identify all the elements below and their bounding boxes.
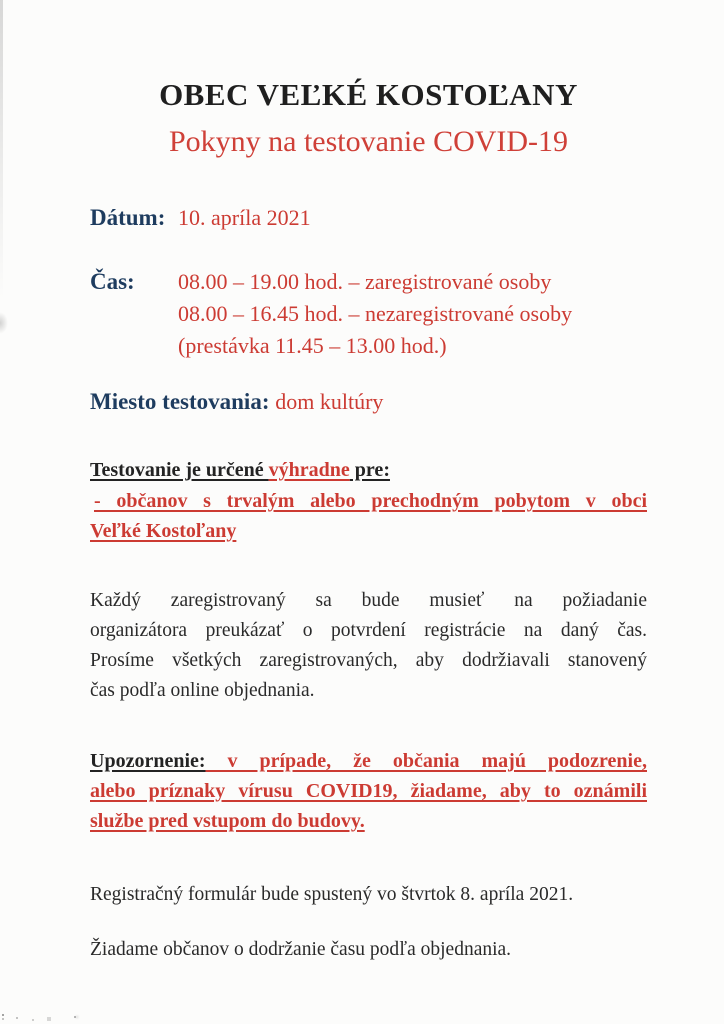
- warning-line: [90, 746, 647, 776]
- date-label: Dátum:: [90, 205, 166, 230]
- time-line-break: (prestávka 11.45 – 13.00 hod.): [178, 333, 447, 358]
- document-subtitle: Pokyny na testovanie COVID-19: [168, 125, 569, 158]
- place-label: Miesto testovania:: [90, 389, 270, 414]
- warning-label: Upozornenie:: [90, 750, 206, 772]
- eligibility-body: [90, 486, 647, 546]
- place-row: [90, 386, 647, 418]
- eligibility-heading: [90, 456, 647, 485]
- eligibility-heading-part1: Testovanie je určené: [90, 459, 269, 481]
- date-value: 10. apríla 2021: [178, 205, 311, 230]
- place-value: dom kultúry: [275, 389, 384, 414]
- eligibility-line: - občanov s trvalým alebo prechodným pobytom v obci: [94, 490, 647, 512]
- registration-form-notice: Registračný formulár bude spustený vo štvrtok 8. apríla 2021.: [90, 884, 574, 905]
- eligibility-line: Veľké Kostoľany: [90, 520, 237, 542]
- time-line-unregistered: 08.00 – 16.45 hod. – nezaregistrované osoby: [178, 301, 573, 326]
- warning-paragraph: [90, 746, 647, 836]
- eligibility-heading-part2: pre:: [349, 459, 390, 481]
- schedule-request-notice: Žiadame občanov o dodržanie času podľa objednania.: [90, 939, 512, 960]
- time-values: [178, 266, 572, 362]
- warning-line: službe pred vstupom do budovy.: [90, 810, 365, 832]
- warning-text-start: v prípade, že občania majú podozrenie,: [205, 750, 647, 772]
- registration-line: organizátora preukázať o potvrdení registrácie na daný čas.: [90, 620, 647, 641]
- registration-paragraph: [90, 586, 647, 706]
- municipality-title: OBEC VEĽKÉ KOSTOĽANY: [159, 77, 578, 112]
- registration-line: Každý zaregistrovaný sa bude musieť na požiadanie: [90, 590, 647, 611]
- time-row: [90, 266, 647, 362]
- registration-line: čas podľa online objednania.: [90, 680, 315, 701]
- registration-line: Prosíme všetkých zaregistrovaných, aby dodržiavali stanovený: [90, 650, 647, 671]
- time-label: Čas:: [90, 269, 135, 294]
- eligibility-heading-emphasis: výhradne: [268, 459, 350, 481]
- time-line-registered: 08.00 – 19.00 hod. – zaregistrované osoby: [178, 269, 552, 294]
- scan-specks-artifact: [2, 1014, 4, 1016]
- warning-line: alebo príznaky vírusu COVID19, žiadame, aby to oznámili: [90, 780, 647, 802]
- date-row: [90, 202, 647, 234]
